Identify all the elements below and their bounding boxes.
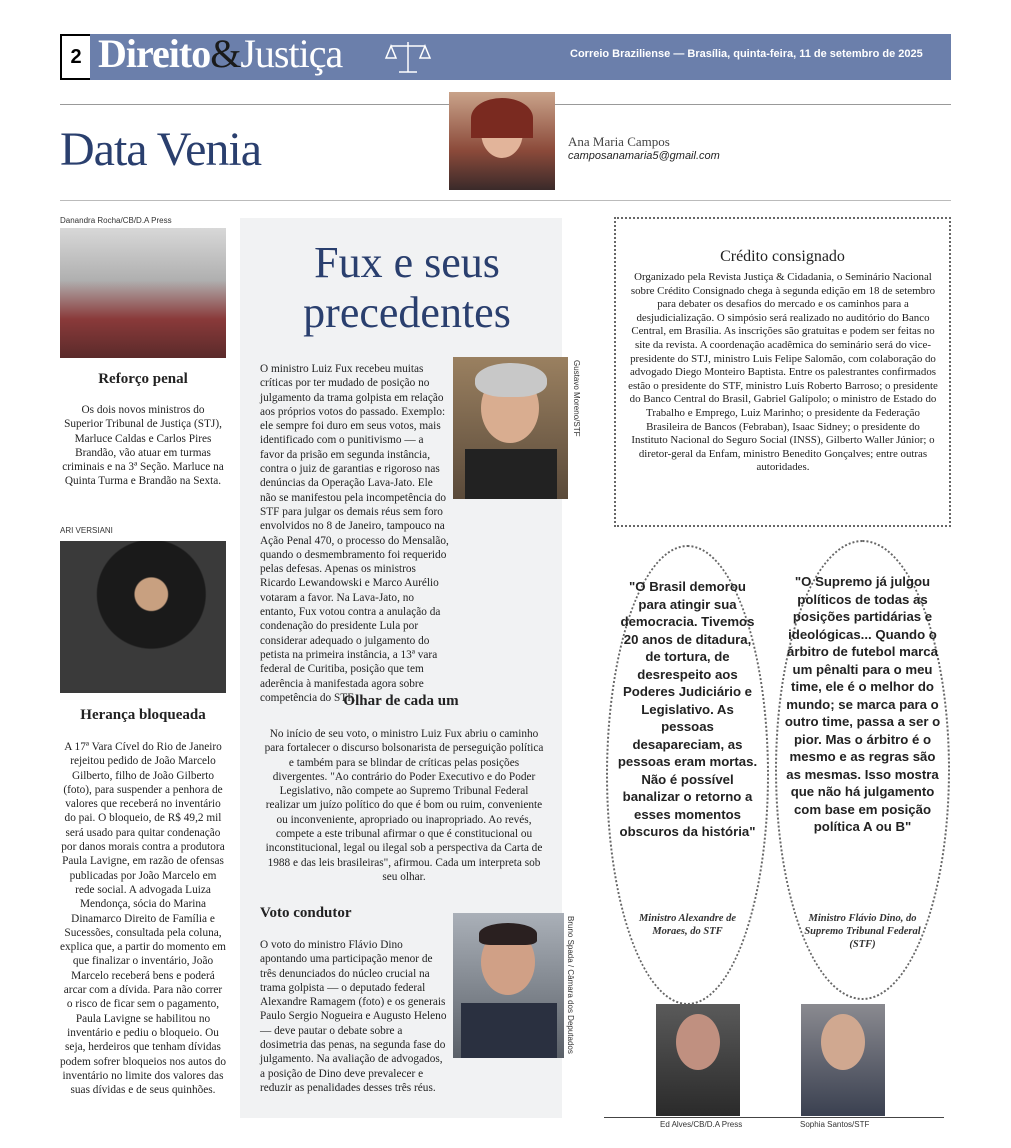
ramagem-photo [453,913,564,1058]
subheading: Olhar de cada um [343,693,459,709]
item-text: A 17ª Vara Cível do Rio de Janeiro rejeitou pedido de João Marcelo Gilberto, filho de João Gilberto (foto), para suspender a penhora de valores que receberá no inventário do pai. O bloqueio, de R$ 49,2 mil será usado para quitar condenação por danos morais contra a produtora Paula Lavigne, em razão de ofensas publicadas por João Marcelo em rede social. A advogada Luiza Mendonça, sócia do Marina Dinamarco Direito de Família e Sucessões, consultada pela coluna, explica que, a partir do momento em que finalizar o inventário, João Marcelo receberá bens e poderá arcar com a dívida. Para não correr o risco de ficar sem o pagamento, Paula Lavigne se habilitou no inventário e pediu o bloqueio. Ou seja, herdeiros que tenham dívidas podem sofrer bloqueios nos autos do inventário no limite dos valores das suas dívidas e de seus quinhões. [60,741,226,1097]
photo-credit: Sophia Santos/STF [800,1120,870,1129]
photo-credit: ARI VERSIANI [60,526,113,535]
column-title: Data Venia [60,123,262,176]
feature-title: Fux e seus precedentes [303,238,511,337]
subheading: Voto condutor [260,905,352,921]
photo-credit: Ed Alves/CB/D.A Press [660,1120,743,1129]
quote-text: "O Brasil demorou para atingir sua democracia. Tivemos 20 anos de ditadura, de tortura, de desrespeito aos Poderes Judiciário e Legislativo. As pessoas desapareciam, as pessoas eram mortas. Não é possível banalizar o retorno a esses momentos obscuros da história" [617,579,758,839]
item-title: Reforço penal [98,371,188,387]
note-title: Crédito consignado [720,248,845,265]
quote-attribution: Ministro Flávio Dino, do Supremo Tribunal Federal (STF) [804,913,921,950]
subsection-text: No início de seu voto, o ministro Luiz Fux abriu o caminho para fortalecer o discurso bolsonarista de perseguição política e também para se blindar de críticas pelas posições divergentes. "Ao contrário do Poder Executivo e do Poder Legislativo, não compete ao Supremo Tribunal Federal realizar um juízo político do que é bom ou ruim, conveniente ou inconveniente, apropriado ou inapropriado. Ao revés, compete a este tribunal afirmar o que é constitucional ou inconstitucional, legal ou ilegal sob a perspectiva da Carta de 1988 e das leis brasileiras", afirmou. Cada um interpreta sob seu olhar. [264,728,544,883]
dino-photo [801,1004,885,1116]
author-email[interactable]: camposanamaria5@gmail.com [568,150,720,162]
photo-credit: Danandra Rocha/CB/D.A Press [60,216,172,225]
author-photo [449,92,555,190]
moraes-photo [656,1004,740,1116]
fux-photo [453,357,568,499]
item-text: Os dois novos ministros do Superior Tribunal de Justiça (STJ), Marluce Caldas e Carlos Pires Brandão, vão atuar em turmas criminais e na 3ª Seção. Marluce na Quinta Turma e Brandão na Sexta. [62,404,224,488]
photo-credit: Bruno Spada / Câmara dos Deputados [566,916,575,1054]
quote-attribution: Ministro Alexandre de Moraes, do STF [638,913,737,937]
photo-credit: Gustavo Moreno/STF [572,360,581,437]
page-number: 2 [60,34,90,80]
scales-icon [385,38,431,76]
divider [604,1117,944,1118]
joao-gilberto-photo [60,541,226,693]
subsection-text: O voto do ministro Flávio Dino apontando uma participação menor de três denunciados do núcleo crucial na trama golpista — o deputado federal Alexandre Ramagem (foto) e os generais Paulo Sergio Nogueira e Augusto Heleno — deve pautar o debate sobre a dosimetria das penas, na segunda fase do julgamento. Na avaliação de advogados, a posição de Dino deve prevalecer e reduzir as penalidades desses três réus. [260,939,447,1094]
item-title: Herança bloqueada [80,707,206,723]
masthead: Correio Braziliense — Brasília, quinta-feira, 11 de setembro de 2025 [570,48,923,60]
section-title: Direito&Justiça [98,31,343,76]
feature-intro: O ministro Luiz Fux recebeu muitas críticas por ter mudado de posição no julgamento da trama golpista em relação aos próprios votos do passado. Exemplo: ele sempre foi duro em seus votos, mais identificado com o punitivismo — a favor da prisão em segunda instância, contra o juiz de garantias e rigoroso nas denúncias da Operação Lava-Jato. Ele não se manifestou pela incompetência do STF para julgar os demais réus sem foro envolvidos no 8 de Janeiro, tampouco na Ação Penal 470, o processo do Mensalão, quando o desmembramento foi requerido pelas defesas. Apenas os ministros Ricardo Lewandowski e Marco Aurélio votaram a favor. Na Lava-Jato, no entanto, Fux votou contra a anulação da condenação do presidente Lula por considerar adequado o julgamento do petista na primeira instância, a 13ª vara federal de Curitiba, posição que tem aderência à manifestada agora sobre competência do STF. [260,363,449,704]
quote-text: "O Supremo já julgou políticos de todas as posições partidárias e ideológicas... Quando o árbitro de futebol marca um pênalti para o meu time, ele é o melhor do mundo; se marca para o outro time, passa a ser o pior. Mas o árbitro é o mesmo e as regras são as mesmas. Isso mostra que não há julgamento com base em posição política A ou B" [784,574,941,834]
stj-plenary-photo [60,228,226,358]
divider [60,200,951,201]
author-name: Ana Maria Campos [568,134,670,149]
note-text: Organizado pela Revista Justiça & Cidadania, o Seminário Nacional sobre Crédito Consignado chega à segunda edição em 18 de setembro para debater os desafios do mercado e os caminhos para a desjudicialização. O simpósio será realizado no auditório do Banco Central, em Brasília. As inscrições são gratuitas e podem ser feitas no site da revista. A coordenação acadêmica do seminário será do vice-presidente do STJ, ministro Luis Felipe Salomão, com colaboração do advogado Diego Monteiro Baptista. Entre os palestrantes confirmados estão o presidente do STF, ministro Luís Roberto Barroso; o presidente do Banco Central do Brasil, Gabriel Galípolo; o ministro de Estado do Trabalho e Emprego, Luiz Marinho; o presidente da Federação Brasileira de Bancos (Febraban), Isaac Sidney; o presidente do Instituto Nacional do Seguro Social (INSS), Gilberto Waller Júnior; o diretor-geral da Enfam, ministro Benedito Gonçalves; entre outras autoridades. [628,271,938,474]
